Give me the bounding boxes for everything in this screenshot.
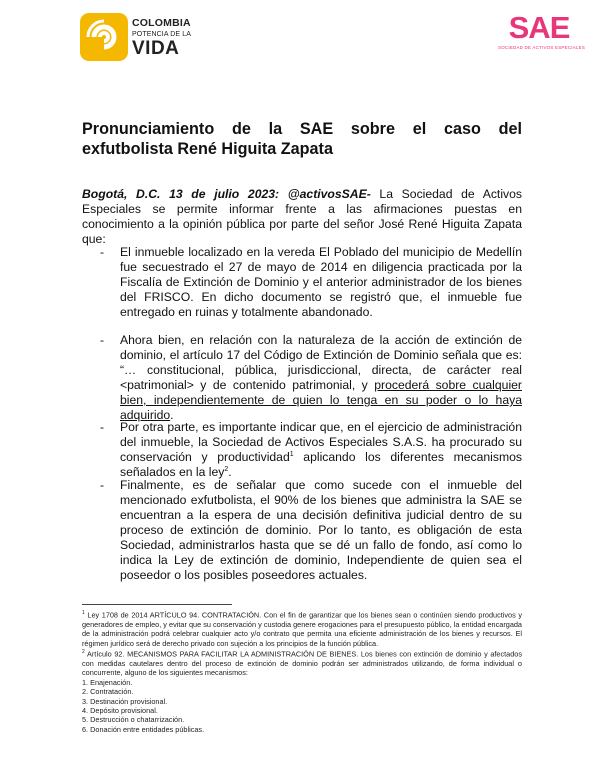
bullet-text	[120, 333, 522, 423]
footnote-1-text: Ley 1708 de 2014 ARTÍCULO 94. CONTRATACIÓN. Con el fin de garantizar que los bienes sean o continúen siendo productivos y generadores de empleo, y evitar que su conservación y custodia genere erogaciones para el presupuesto público, la entidad encargada de la administración podrá celebrar cualquier acto y/o contrato que permita una eficiente administración de los bienes y recursos. El régimen jurídico será de derecho privado con sujeción a los principios de la función pública.	[82, 610, 522, 648]
bullet-text: Finalmente, es de señalar que como sucede con el inmueble del mencionado exfutbolista, el 90% de los bienes que administra la SAE se encuentran a la espera de una decisión definitiva judicial dentro de su proceso de extinción de dominio. Por lo tanto, es obligación de esta Sociedad, administrarlos hasta que se dé un fallo de fondo, así como lo indica la Ley de extinción de dominio, Independiente de quien sea el poseedor o los posibles poseedores actuales.	[120, 478, 522, 582]
logo-line-2: POTENCIA DE LA	[132, 30, 191, 38]
footnote-list-item: 6. Donación entre entidades públicas.	[82, 724, 205, 734]
bullet-text	[120, 420, 522, 480]
sae-logo-word: SAE	[508, 10, 570, 45]
page-title: Pronunciamiento de la SAE sobre el caso del exfutbolista René Higuita Zapata	[82, 120, 522, 158]
footnote-2-mark: 2	[82, 649, 85, 656]
bullet-text-part: Ahora bien, en relación con la naturaleza de la acción de extinción de dominio, el artículo 17 del Código de Extinción de Dominio señala que es: “… constitucional, pública, jurisdiccional, directa, de carácter real <patrimonial> y de contenido patrimonial, y	[120, 333, 522, 392]
footnotes	[82, 609, 522, 734]
footnote-list-item: 4. Depósito provisional.	[82, 705, 158, 715]
intro-lead: Bogotá, D.C. 13 de julio 2023: @activosSAE-	[82, 187, 371, 201]
bullet-dash: -	[100, 245, 105, 259]
footnote-list-item: 2. Contratación.	[82, 687, 134, 697]
sae-logo-subtitle: SOCIEDAD DE ACTIVOS ESPECIALES	[498, 45, 586, 50]
intro-text: La Sociedad de Activos Especiales se permite informar frente a las afirmaciones puestas en conocimiento a la opinión pública por parte del señor José René Higuita Zapata que:	[82, 187, 522, 246]
colombia-logo	[80, 13, 280, 61]
footnote-1-mark: 1	[82, 610, 85, 616]
logo-line-3: VIDA	[132, 37, 180, 59]
colombia-emblem-icon	[80, 13, 128, 61]
underlined-quote: procederá sobre cualquier bien, independientemente de quien lo tenga en su poder o lo haya adquirido	[120, 378, 522, 422]
bullet-dash: -	[100, 420, 105, 434]
bullet-text-part: Por otra parte, es importante indicar que, en el ejercicio de administración del inmueble, la Sociedad de Activos Especiales S.A.S. ha procurado su conservación y productividad	[120, 420, 522, 464]
bullet-text: El inmueble localizado en la vereda El Poblado del municipio de Medellín fue secuestrado el 27 de mayo de 2014 en diligencia practicada por la Fiscalía de Extinción de Dominio y el anterior administrador de los bienes del FRISCO. En dicho documento se registró que, el inmueble fue entregado en ruinas y totalmente abandonado.	[120, 245, 522, 319]
footnote-ref-2[interactable]: 2	[224, 465, 229, 473]
footnote-divider	[82, 604, 232, 605]
bullet-text-part: aplicando los diferentes mecanismos señalados en la ley	[120, 450, 522, 479]
footnote-ref-1[interactable]: 1	[289, 450, 294, 458]
footnote-list-item: 3. Destinación provisional.	[82, 696, 168, 706]
intro-paragraph	[82, 187, 522, 247]
footnote-2-text: Artículo 92. MECANISMOS PARA FACILITAR LA ADMINISTRACIÓN DE BIENES. Los bienes con extinción de dominio y afectados con medidas cautelares dentro del proceso de extinción de dominio podrán ser administrados utilizando, de forma individual o concurrente, alguno de los siguientes mecanismos:	[82, 649, 522, 678]
bullet-dash: -	[100, 478, 105, 492]
footnote-2	[82, 648, 522, 678]
logo-line-1: COLOMBIA	[132, 17, 191, 29]
footnote-1	[82, 609, 522, 648]
sae-logo	[498, 10, 586, 64]
footnote-list-item: 5. Destrucción o chatarrización.	[82, 715, 185, 725]
footnote-list-item: 1. Enajenación.	[82, 677, 133, 687]
bullet-dash: -	[100, 333, 105, 347]
bullet-text-part: .	[228, 465, 232, 479]
bullet-text-part: .	[170, 408, 174, 422]
